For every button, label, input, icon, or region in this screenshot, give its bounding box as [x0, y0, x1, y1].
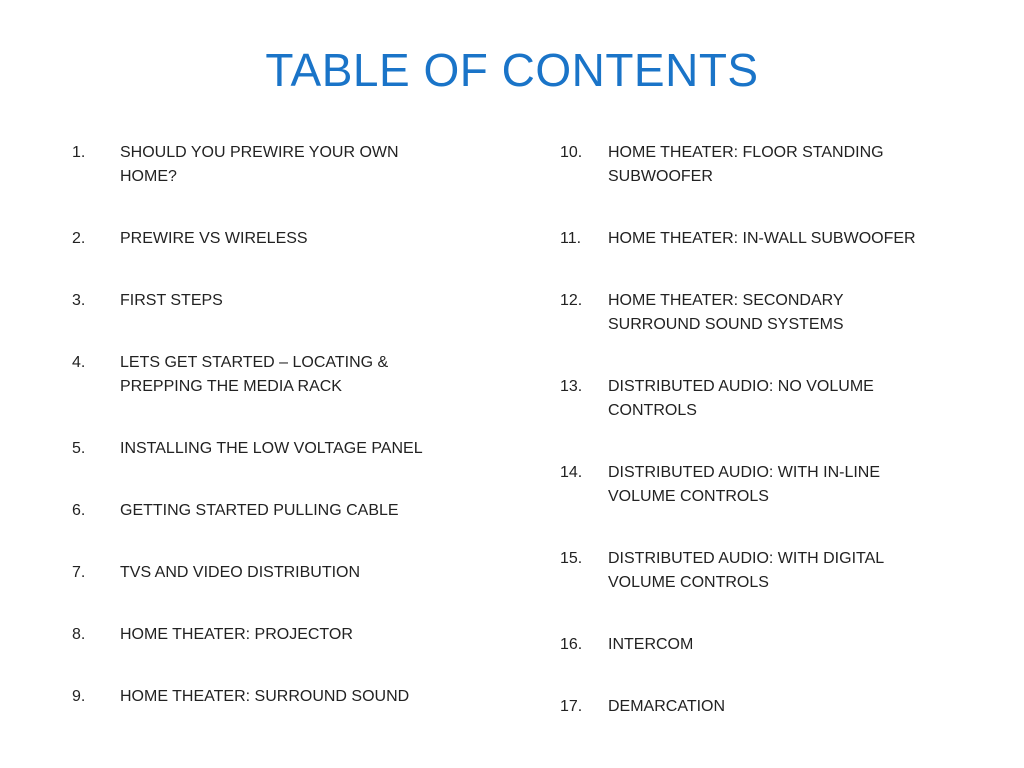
toc-entry-label: INSTALLING THE LOW VOLTAGE PANEL	[120, 440, 423, 457]
toc-entry[interactable]	[560, 289, 960, 337]
toc-entry[interactable]	[560, 633, 960, 657]
toc-entry-label: LETS GET STARTED – LOCATING & PREPPING THE MEDIA RACK	[120, 354, 389, 395]
toc-entry-number: 11.	[560, 230, 582, 247]
toc-entry[interactable]	[72, 437, 472, 461]
toc-entry-number: 4.	[72, 354, 86, 371]
toc-entry[interactable]	[72, 623, 472, 647]
toc-left-column	[72, 141, 472, 747]
toc-entry-label: FIRST STEPS	[120, 292, 223, 309]
toc-entry-label: HOME THEATER: SECONDARY SURROUND SOUND SYSTEMS	[608, 292, 844, 333]
toc-entry[interactable]	[72, 289, 472, 313]
toc-entry-label: INTERCOM	[608, 636, 694, 653]
toc-entry-number: 7.	[72, 564, 86, 581]
toc-entry[interactable]	[560, 461, 960, 509]
toc-entry-number: 13.	[560, 378, 583, 395]
toc-entry-number: 16.	[560, 636, 583, 653]
toc-entry-number: 5.	[72, 440, 86, 457]
toc-entry-label: HOME THEATER: PROJECTOR	[120, 626, 353, 643]
toc-entry-label: DISTRIBUTED AUDIO: NO VOLUME CONTROLS	[608, 378, 874, 419]
toc-entry[interactable]	[72, 499, 472, 523]
toc-entry[interactable]	[560, 695, 960, 719]
toc-entry-number: 15.	[560, 550, 583, 567]
toc-entry[interactable]	[72, 227, 472, 251]
toc-entry-label: HOME THEATER: IN-WALL SUBWOOFER	[608, 230, 916, 247]
toc-entry[interactable]	[72, 141, 472, 189]
page-title: TABLE OF CONTENTS	[265, 44, 759, 96]
toc-entry[interactable]	[72, 561, 472, 585]
toc-entry-label: HOME THEATER: SURROUND SOUND	[120, 688, 410, 705]
toc-entry-label: DISTRIBUTED AUDIO: WITH IN-LINE VOLUME CONTROLS	[608, 464, 881, 505]
toc-entry-label: DEMARCATION	[608, 698, 726, 715]
toc-entry[interactable]	[560, 141, 960, 189]
toc-entry[interactable]	[560, 375, 960, 423]
toc-entry[interactable]	[560, 227, 960, 251]
toc-entry-label: SHOULD YOU PREWIRE YOUR OWN HOME?	[120, 144, 399, 185]
toc-entry-label: DISTRIBUTED AUDIO: WITH DIGITAL VOLUME CONTROLS	[608, 550, 884, 591]
toc-entry-label: GETTING STARTED PULLING CABLE	[120, 502, 399, 519]
toc-entry-number: 8.	[72, 626, 86, 643]
toc-entry-number: 1.	[72, 144, 86, 161]
toc-entry-number: 6.	[72, 502, 86, 519]
toc-entry-number: 2.	[72, 230, 86, 247]
toc-entry-label: TVS AND VIDEO DISTRIBUTION	[120, 564, 361, 581]
toc-right-column	[560, 141, 960, 757]
toc-entry-number: 3.	[72, 292, 86, 309]
toc-entry-number: 14.	[560, 464, 583, 481]
toc-entry[interactable]	[72, 351, 472, 399]
toc-entry-number: 10.	[560, 144, 583, 161]
toc-entry-label: PREWIRE VS WIRELESS	[120, 230, 308, 247]
toc-entry-label: HOME THEATER: FLOOR STANDING SUBWOOFER	[608, 144, 884, 185]
toc-entry-number: 9.	[72, 688, 86, 705]
toc-entry[interactable]	[560, 547, 960, 595]
toc-entry[interactable]	[72, 685, 472, 709]
toc-entry-number: 12.	[560, 292, 583, 309]
toc-entry-number: 17.	[560, 698, 583, 715]
